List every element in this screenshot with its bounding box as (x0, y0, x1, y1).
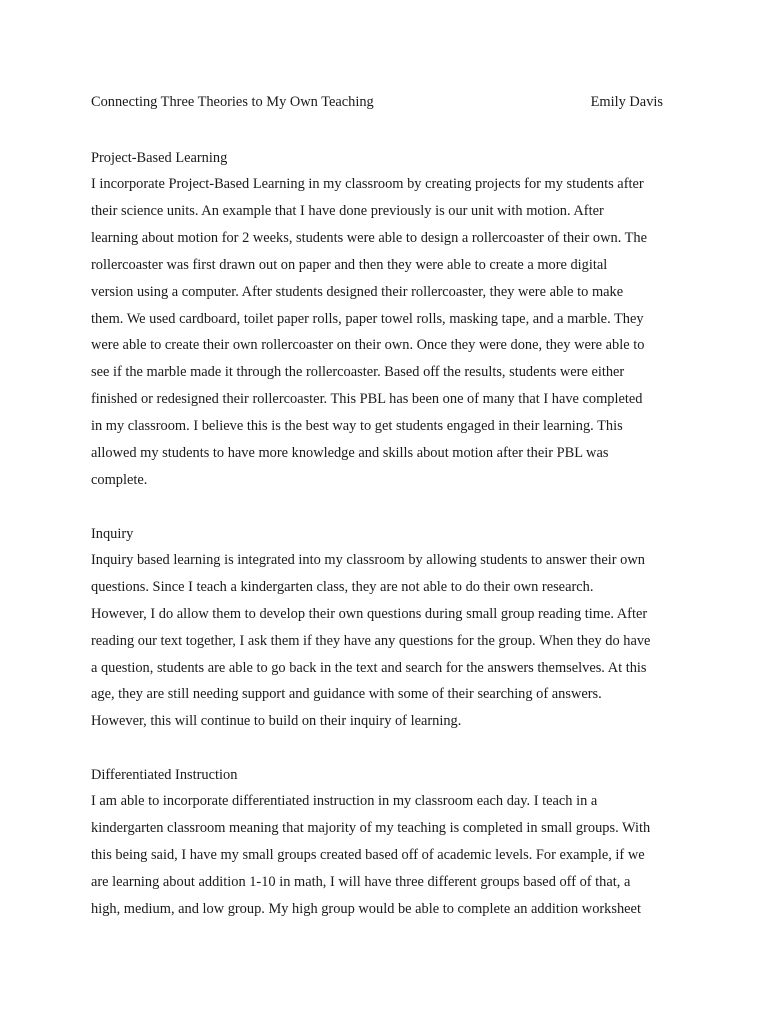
paragraph-line: complete. (91, 471, 148, 488)
paragraph-line: rollercoaster was first drawn out on paper and then they were able to create a more digital (91, 256, 608, 273)
document-header (91, 91, 673, 114)
paragraph-line: finished or redesigned their rollercoaster. This PBL has been one of many that I have completed (91, 391, 643, 408)
paragraph-line: are learning about addition 1-10 in math, I will have three different groups based off of that, a (91, 873, 631, 890)
paragraph-line: a question, students are able to go back in the text and search for the answers themselves. At this (91, 659, 647, 676)
paragraph-line: I incorporate Project-Based Learning in my classroom by creating projects for my students after (91, 176, 644, 192)
document-title: Connecting Three Theories to My Own Teaching (91, 94, 374, 110)
paragraph-line: reading our text together, I ask them if they have any questions for the group. When they do have (91, 632, 651, 649)
section-heading: Inquiry (91, 525, 134, 542)
section-heading: Project-Based Learning (91, 150, 228, 166)
paragraph-line: this being said, I have my small groups created based off of academic levels. For example, if we (91, 847, 645, 864)
paragraph-line: them. We used cardboard, toilet paper rolls, paper towel rolls, masking tape, and a marble. They (91, 310, 644, 327)
paragraph-line: kindergarten classroom meaning that majority of my teaching is completed in small groups. With (91, 820, 651, 837)
paragraph-line: However, this will continue to build on their inquiry of learning. (91, 713, 462, 730)
paragraph-line: However, I do allow them to develop their own questions during small group reading time. After (91, 605, 648, 622)
section-differentiated-instruction (91, 762, 673, 923)
section-paragraph (91, 171, 673, 494)
section-paragraph (91, 788, 673, 923)
paragraph-line: high, medium, and low group. My high group would be able to complete an addition worksheet (91, 900, 641, 917)
paragraph-line: see if the marble made it through the rollercoaster. Based off the results, students were either (91, 364, 625, 381)
section-paragraph (91, 547, 673, 735)
section-inquiry (91, 521, 673, 735)
document-page (91, 91, 673, 950)
paragraph-line: questions. Since I teach a kindergarten class, they are not able to do their own research. (91, 578, 594, 595)
paragraph-line: were able to create their own rollercoaster on their own. Once they were done, they were able to (91, 337, 645, 354)
author-name: Emily Davis (590, 94, 663, 110)
paragraph-line: their science units. An example that I have done previously is our unit with motion. After (91, 202, 604, 219)
section-project-based-learning (91, 145, 673, 494)
paragraph-line: age, they are still needing support and guidance with some of their searching of answers. (91, 686, 602, 703)
document-body (91, 145, 673, 923)
paragraph-line: allowed my students to have more knowledge and skills about motion after their PBL was (91, 445, 609, 462)
section-heading: Differentiated Instruction (91, 767, 238, 784)
paragraph-line: in my classroom. I believe this is the best way to get students engaged in their learning. This (91, 418, 623, 435)
paragraph-line: I am able to incorporate differentiated instruction in my classroom each day. I teach in a (91, 793, 598, 810)
paragraph-line: Inquiry based learning is integrated into my classroom by allowing students to answer their own (91, 551, 645, 568)
paragraph-line: version using a computer. After students designed their rollercoaster, they were able to make (91, 283, 624, 300)
paragraph-line: learning about motion for 2 weeks, students were able to design a rollercoaster of their own. The (91, 229, 648, 246)
